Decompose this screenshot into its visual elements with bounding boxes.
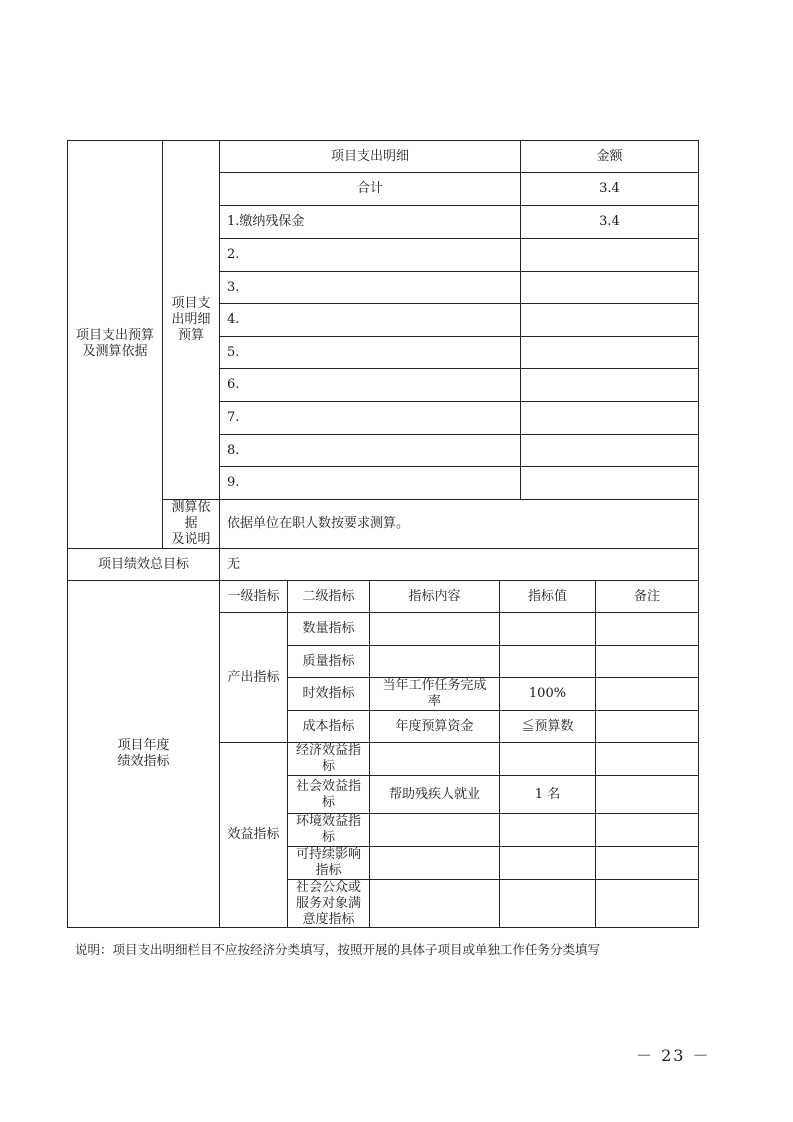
budget-item-value: 3.4 — [599, 214, 620, 229]
budget-item-label: 9. — [227, 475, 240, 490]
perf-header: 二级指标 — [302, 588, 355, 604]
benefit-content — [369, 846, 500, 880]
output-secondary: 数量指标 — [302, 621, 355, 636]
page-number: － 23 － — [636, 1046, 711, 1065]
perf-header: 备注 — [633, 588, 660, 604]
output-value: ≦预算数 — [521, 718, 574, 734]
output-content — [369, 612, 500, 646]
budget-outer-label: 项目支出预算 及测算依据 — [75, 328, 154, 359]
output-content: 年度预算资金 — [395, 718, 474, 734]
budget-item-label: 2. — [227, 247, 240, 262]
budget-item-label: 1.缴纳残保金 — [227, 214, 305, 229]
col-item-header: 项目支出明细 — [330, 148, 409, 164]
budget-item-value — [520, 336, 699, 369]
benefit-value — [499, 879, 596, 928]
budget-item-label: 6. — [227, 377, 240, 392]
output-content: 当年工作任务完成 率 — [382, 678, 487, 709]
output-secondary: 时效指标 — [302, 686, 355, 701]
benefit-content — [369, 742, 500, 776]
budget-item-value — [520, 401, 699, 435]
basis-label: 测算依 据 及说明 — [171, 500, 211, 547]
budget-item-value — [520, 271, 699, 304]
benefit-content — [369, 813, 500, 847]
benefit-secondary: 社会公众或 服务对象满 意度指标 — [295, 879, 361, 927]
output-secondary: 成本指标 — [302, 718, 355, 734]
output-label: 产出指标 — [227, 669, 280, 685]
budget-item-value — [520, 368, 699, 402]
benefit-secondary: 经济效益指 标 — [295, 743, 361, 774]
benefit-content: 帮助残疾人就业 — [388, 786, 480, 802]
benefit-secondary: 社会效益指 标 — [295, 778, 361, 810]
budget-item-label: 3. — [227, 279, 240, 295]
benefit-value — [499, 742, 596, 776]
benefit-value — [499, 846, 596, 880]
benefit-value: 1 名 — [534, 786, 561, 802]
output-value: 100% — [528, 686, 567, 701]
benefit-label: 效益指标 — [227, 827, 280, 842]
budget-item-label: 5. — [227, 344, 240, 360]
budget-item-label: 4. — [227, 312, 240, 327]
perf-label: 项目年度 绩效指标 — [117, 738, 170, 769]
basis-text: 依据单位在职人数按要求测算。 — [227, 516, 410, 531]
total-value: 3.4 — [599, 181, 620, 196]
output-value — [499, 612, 596, 646]
budget-item-value — [520, 303, 699, 337]
budget-inner-label: 项目支 出明细 预算 — [171, 295, 211, 343]
goal-label: 项目绩效总目标 — [97, 556, 189, 572]
total-label: 合计 — [356, 181, 383, 196]
perf-header: 一级指标 — [227, 588, 280, 604]
benefit-content — [369, 879, 500, 928]
budget-item-label: 7. — [227, 410, 240, 425]
perf-header: 指标值 — [527, 588, 567, 604]
budget-item-label: 8. — [227, 442, 240, 458]
benefit-value — [499, 813, 596, 847]
output-secondary: 质量指标 — [302, 653, 355, 669]
footnote: 说明：项目支出明细栏目不应按经济分类填写，按照开展的具体子项目或单独工作任务分类填写 — [75, 942, 601, 957]
perf-header: 指标内容 — [408, 588, 461, 604]
goal-value: 无 — [227, 556, 241, 572]
output-value — [499, 645, 596, 678]
benefit-secondary: 可持续影响 指标 — [295, 847, 361, 878]
budget-item-value — [520, 466, 699, 500]
budget-item-value — [520, 238, 699, 272]
benefit-secondary: 环境效益指 标 — [295, 814, 361, 845]
col-amount-header: 金额 — [596, 148, 623, 164]
budget-item-value — [520, 434, 699, 467]
output-content — [369, 645, 500, 678]
